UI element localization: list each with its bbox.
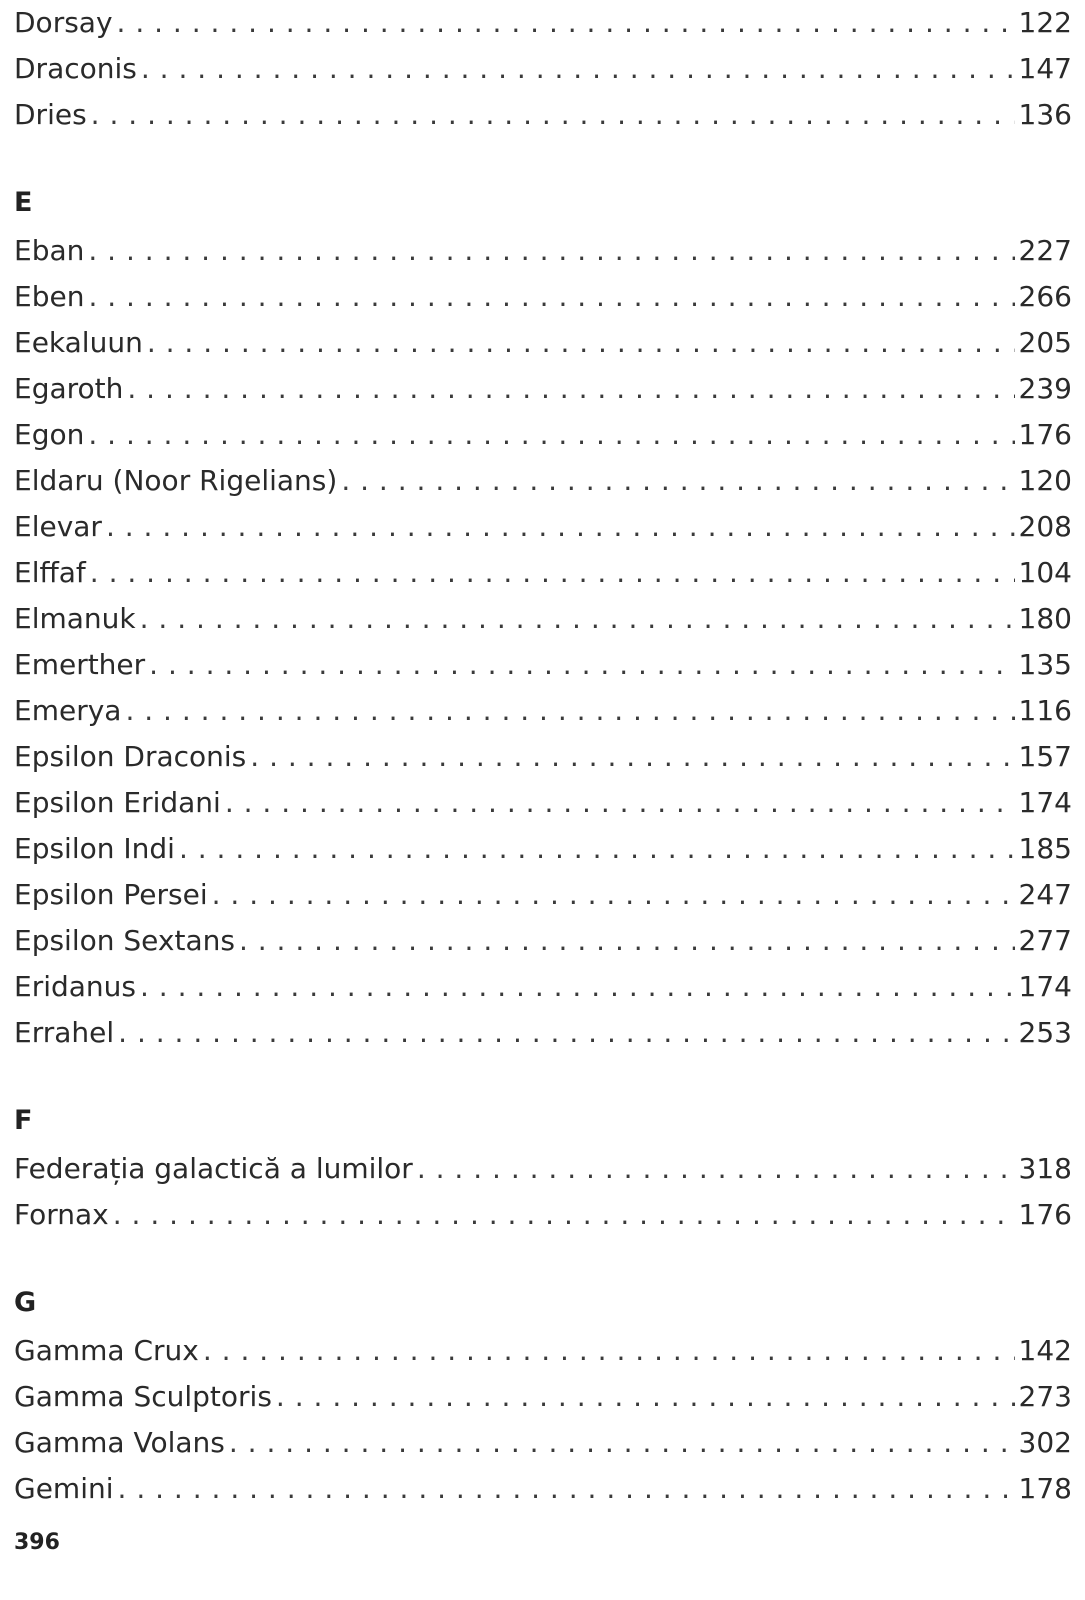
entry-name: Federația galactică a lumilor bbox=[14, 1152, 413, 1185]
index-entry bbox=[14, 1374, 1072, 1420]
entry-page-number: 142 bbox=[1018, 1334, 1072, 1367]
entry-page-number: 135 bbox=[1018, 648, 1072, 681]
entry-page-number: 176 bbox=[1018, 418, 1072, 451]
index-entry bbox=[14, 412, 1072, 458]
entry-name: Emerya bbox=[14, 694, 122, 727]
entry-page-number: 180 bbox=[1018, 602, 1072, 635]
entry-page-number: 302 bbox=[1018, 1426, 1072, 1459]
entry-page-number: 205 bbox=[1018, 326, 1072, 359]
dot-leader bbox=[90, 550, 1015, 596]
entry-name: Epsilon Eridani bbox=[14, 786, 221, 819]
entry-page-number: 176 bbox=[1018, 1198, 1072, 1231]
dot-leader bbox=[179, 826, 1015, 872]
section-letter-heading: G bbox=[14, 1287, 37, 1318]
entry-name: Eridanus bbox=[14, 970, 136, 1003]
index-entry bbox=[14, 228, 1072, 274]
dot-leader bbox=[88, 274, 1014, 320]
dot-leader bbox=[149, 642, 1014, 688]
entry-name: Gamma Crux bbox=[14, 1334, 199, 1367]
index-entry bbox=[14, 688, 1072, 734]
index-entry bbox=[14, 1010, 1072, 1056]
index-entry bbox=[14, 642, 1072, 688]
index-entry bbox=[14, 366, 1072, 412]
index-entry bbox=[14, 826, 1072, 872]
dot-leader bbox=[140, 596, 1015, 642]
dot-leader bbox=[203, 1328, 1015, 1374]
page-number-footer: 396 bbox=[14, 1530, 60, 1555]
index-entry bbox=[14, 1192, 1072, 1238]
entry-name: Epsilon Sextans bbox=[14, 924, 235, 957]
index-entry bbox=[14, 92, 1072, 138]
entry-page-number: 157 bbox=[1018, 740, 1072, 773]
dot-leader bbox=[417, 1146, 1015, 1192]
index-entry bbox=[14, 780, 1072, 826]
section-letter-heading: F bbox=[14, 1105, 33, 1136]
index-entry bbox=[14, 0, 1072, 46]
dot-leader bbox=[88, 228, 1014, 274]
index-entry bbox=[14, 458, 1072, 504]
dot-leader bbox=[140, 964, 1015, 1010]
entry-name: Egon bbox=[14, 418, 85, 451]
dot-leader bbox=[113, 1192, 1015, 1238]
index-entry bbox=[14, 872, 1072, 918]
index-entry bbox=[14, 1466, 1072, 1512]
entry-name: Epsilon Draconis bbox=[14, 740, 247, 773]
index-section-e bbox=[14, 180, 1072, 1056]
index-entry bbox=[14, 504, 1072, 550]
index-entry bbox=[14, 46, 1072, 92]
dot-leader bbox=[117, 0, 1015, 46]
entry-page-number: 104 bbox=[1018, 556, 1072, 589]
entry-name: Emerther bbox=[14, 648, 146, 681]
entry-name: Gamma Volans bbox=[14, 1426, 225, 1459]
dot-leader bbox=[341, 458, 1014, 504]
entry-page-number: 227 bbox=[1018, 234, 1072, 267]
entry-page-number: 174 bbox=[1018, 786, 1072, 819]
entry-page-number: 273 bbox=[1018, 1380, 1072, 1413]
dot-leader bbox=[141, 46, 1015, 92]
dot-leader bbox=[225, 780, 1015, 826]
dot-leader bbox=[125, 688, 1014, 734]
dot-leader bbox=[127, 366, 1014, 412]
entry-name: Gamma Sculptoris bbox=[14, 1380, 272, 1413]
index-entry bbox=[14, 596, 1072, 642]
entry-name: Elffaf bbox=[14, 556, 86, 589]
index-entry bbox=[14, 964, 1072, 1010]
entry-name: Elevar bbox=[14, 510, 102, 543]
section-letter-heading: E bbox=[14, 187, 33, 218]
entry-name: Dorsay bbox=[14, 6, 113, 39]
entry-name: Eekaluun bbox=[14, 326, 143, 359]
dot-leader bbox=[91, 92, 1015, 138]
entry-page-number: 185 bbox=[1018, 832, 1072, 865]
entry-page-number: 266 bbox=[1018, 280, 1072, 313]
entry-page-number: 178 bbox=[1018, 1472, 1072, 1505]
dot-leader bbox=[229, 1420, 1015, 1466]
entry-name: Draconis bbox=[14, 52, 137, 85]
index-entry bbox=[14, 1146, 1072, 1192]
entry-name: Errahel bbox=[14, 1016, 115, 1049]
index-entry bbox=[14, 274, 1072, 320]
dot-leader bbox=[212, 872, 1015, 918]
entry-page-number: 174 bbox=[1018, 970, 1072, 1003]
entry-name: Epsilon Indi bbox=[14, 832, 175, 865]
entry-name: Dries bbox=[14, 98, 87, 131]
entry-name: Epsilon Persei bbox=[14, 878, 208, 911]
entry-page-number: 239 bbox=[1018, 372, 1072, 405]
entry-page-number: 277 bbox=[1018, 924, 1072, 957]
entry-name: Gemini bbox=[14, 1472, 114, 1505]
entry-page-number: 136 bbox=[1018, 98, 1072, 131]
dot-leader bbox=[118, 1466, 1015, 1512]
index-page bbox=[14, 0, 1072, 1512]
entry-page-number: 120 bbox=[1018, 464, 1072, 497]
entry-page-number: 247 bbox=[1018, 878, 1072, 911]
dot-leader bbox=[106, 504, 1015, 550]
index-entry bbox=[14, 1420, 1072, 1466]
entry-page-number: 147 bbox=[1018, 52, 1072, 85]
index-section-g bbox=[14, 1280, 1072, 1512]
index-section-d bbox=[14, 0, 1072, 138]
dot-leader bbox=[118, 1010, 1014, 1056]
dot-leader bbox=[147, 320, 1015, 366]
entry-page-number: 116 bbox=[1018, 694, 1072, 727]
entry-page-number: 208 bbox=[1018, 510, 1072, 543]
entry-page-number: 318 bbox=[1018, 1152, 1072, 1185]
entry-page-number: 122 bbox=[1018, 6, 1072, 39]
dot-leader bbox=[250, 734, 1014, 780]
entry-name: Eban bbox=[14, 234, 85, 267]
index-section-f bbox=[14, 1098, 1072, 1238]
dot-leader bbox=[276, 1374, 1015, 1420]
index-entry bbox=[14, 550, 1072, 596]
entry-name: Eben bbox=[14, 280, 85, 313]
entry-name: Elmanuk bbox=[14, 602, 136, 635]
index-entry bbox=[14, 320, 1072, 366]
index-entry bbox=[14, 918, 1072, 964]
entry-name: Fornax bbox=[14, 1198, 109, 1231]
entry-name: Eldaru (Noor Rigelians) bbox=[14, 464, 338, 497]
entry-page-number: 253 bbox=[1018, 1016, 1072, 1049]
entry-name: Egaroth bbox=[14, 372, 124, 405]
dot-leader bbox=[88, 412, 1014, 458]
index-entry bbox=[14, 734, 1072, 780]
dot-leader bbox=[239, 918, 1015, 964]
index-entry bbox=[14, 1328, 1072, 1374]
